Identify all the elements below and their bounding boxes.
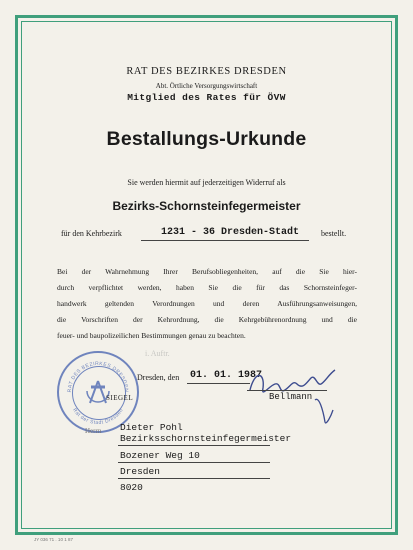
district-suffix: bestellt. [321,229,347,238]
duties-line: die Vorschriften der Kehrordnung, die Kehrgebührenordnung und die [57,315,357,324]
svg-text:RAT DES BEZIRKES DRESDEN: RAT DES BEZIRKES DRESDEN [66,360,130,393]
district-underline [141,240,309,241]
revocation-text: Sie werden hiermit auf jederzeitigen Widerruf als [127,178,286,187]
recipient-name: Dieter Pohl [120,422,183,433]
duties-line: handwerk geltenden Verordnungen und deren Ausführungsanweisungen, [57,299,357,308]
date-underline [187,383,250,384]
seal-label: SIEGEL [106,394,134,402]
document-title: Bestallungs-Urkunde [106,128,307,150]
appointed-role: Bezirks-Schornsteinfegermeister [112,199,301,213]
district-value: 1231 - 36 Dresden-Stadt [161,227,300,238]
signatory-name: Bellmann [269,392,313,402]
place-label: Dresden, den [137,373,180,382]
signature-underline [247,390,327,391]
duties-line: feuer- und baupolizeilichen Bestimmungen genau zu beachten. [57,331,246,340]
address-underline [118,445,270,446]
official-seal [57,351,139,433]
issue-date: 01. 01. 1987 [190,370,263,381]
address-underline [118,478,270,479]
print-code: JY 036 71 . 10 1 87 [34,537,73,542]
address-underline [118,462,270,463]
recipient-postcode: 8020 [120,482,143,493]
recipient-street: Bozener Weg 10 [120,450,200,461]
faint-prefix: i. Auftr. [145,349,170,358]
department-line: Abt. Örtliche Versorgungswirtschaft [155,82,258,90]
duties-line: durch verpflichtet werden, haben Sie die für das Schornsteinfeger- [57,283,357,292]
district-prefix: für den Kehrbezirk [61,229,122,238]
seal-inner-ring [72,366,126,420]
recipient-city: Dresden [120,466,160,477]
issuing-authority: RAT DES BEZIRKES DRESDEN [126,66,287,77]
duties-line: Bei der Wahrnehmung Ihrer Berufsobliegenheiten, auf die Sie hier- [57,267,357,276]
recipient-title: Bezirksschornsteinfegermeister [120,433,292,444]
salutation: Herrn [85,427,102,435]
svg-text:Rat der Stadt Dresden: Rat der Stadt Dresden [71,407,125,427]
membership-line: Mitglied des Rates für ÖVW [127,92,286,103]
